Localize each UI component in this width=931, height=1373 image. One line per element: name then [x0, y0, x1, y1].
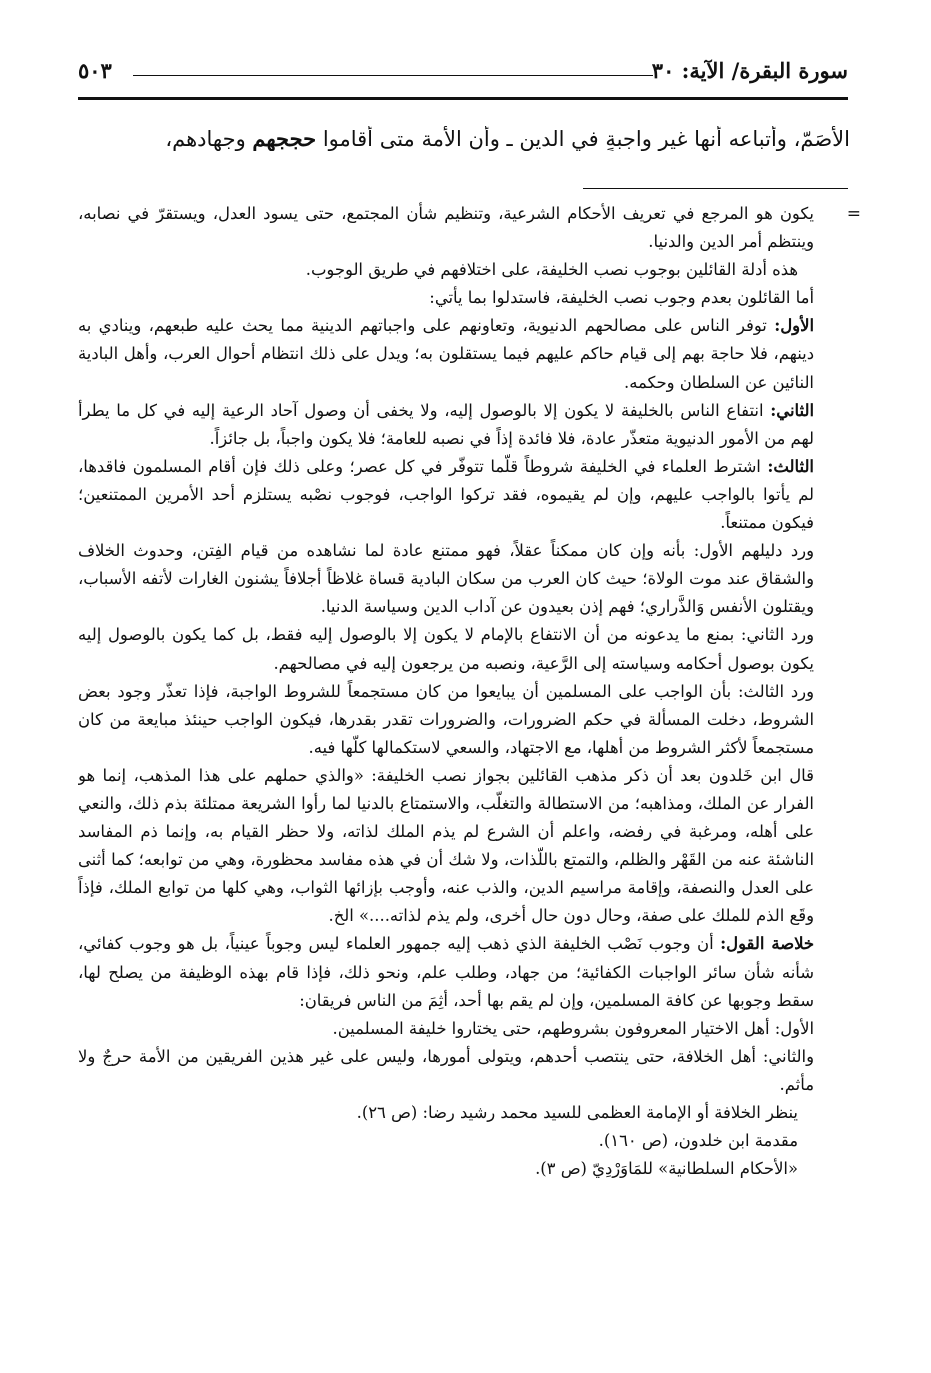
footnote-body [78, 200, 814, 1183]
continuation-mark: = [846, 204, 861, 224]
paragraph-text: انتفاع الناس بالخليفة لا يكون إلا بالوصول إليه، ولا يخفى أن وصول آحاد الرعية إليه في كل ما يطرأ لهم من الأمور الدنيوية متعذّر عادة، فلا فائدة إذاً في نصبه للعامة؛ فلا يكون واجباً، بل جائزاً. [78, 400, 814, 448]
page-number: ٥٠٣ [78, 58, 112, 83]
footnote-paragraph: يكون هو المرجع في تعريف الأحكام الشرعية، وتنظيم شأن المجتمع، حتى يسود العدل، ويستقرّ في نصابه، وينتظم أمر الدين والدنيا. [78, 204, 814, 252]
footnote-separator [583, 188, 848, 189]
main-text-line [70, 126, 850, 151]
footnote-paragraph: قال ابن خَلدون بعد أن ذكر مذهب القائلين بجواز نصب الخليفة: «والذي حملهم على هذا المذهب، إنما هو الفرار عن الملك، ومذاهبه؛ من الاستطالة والتغلّب، والاستمتاع بالدنيا لما رأوا الشريعة ممتلئة بذم ذلك، والنعي على أهله، ومرغبة في رفضه، واعلم أن الشرع لم يذم الملك لذاته، ولا حظر القيام به، وإنما ذم المفاسد الناشئة عنه من القَهْر والظلم، والتمتع باللّذات، ولا شك أن في هذه مفاسد محظورة، وهي من توابعه؛ كما أثنى على العدل والنصفة، وإقامة مراسيم الدين، والذب عنه، وأوجب بإزائها الثواب، وهي كلها من توابع الملك، فإذاً وقَع الذم للملك على صفة، وحال دون حال أخرى، ولم يذم لذاته....» الخ. [78, 765, 814, 926]
footnote-paragraph [78, 453, 814, 537]
main-text-bold-word: حججهم [252, 126, 317, 151]
header-rule [78, 97, 848, 100]
running-header [78, 58, 848, 90]
paragraph-text: اشترط العلماء في الخليفة شروطاً قلّما تتوفّر في كل عصر؛ وعلى ذلك فإن أقام المسلمون فاقدها، لم يأتوا بالواجب عليهم، وإن لم يقيموه، فقد تركوا الواجب، فوجوب نصْبه يستلزم أحد الأمرين الممتنعين؛ فيكون ممتنعاً. [78, 456, 814, 533]
main-text-after: وجهادهم، [165, 127, 253, 151]
footnote-paragraph [78, 930, 814, 1014]
footnote-paragraph: هذه أدلة القائلين بوجوب نصب الخليفة، على اختلافهم في طريق الوجوب. [305, 260, 798, 280]
footnote-paragraph: ورد الثالث: بأن الواجب على المسلمين أن يبايعوا من كان مستجمعاً للشروط الواجبة، فإذا تعذّر وجود بعض الشروط، دخلت المسألة في حكم الضرورات، والضرورات تقدر بقدرها، فيكون الواجب حينئذ مبايعة من كان مستجمعاً لأكثر الشروط من أهلها، مع الاجتهاد، والسعي لاستكمالها كلّها فيه. [78, 681, 814, 757]
paragraph-text: أن وجوب نَصْب الخليفة الذي ذهب إليه جمهور العلماء ليس وجوباً عينياً، بل هو وجوب كفائي، شأنه شأن سائر الواجبات الكفائية؛ من جهاد، وطلب علم، ونحو ذلك، فإذا قام بهذه الوظيفة من يصلح لها، سقط وجوبها عن كافة المسلمين، وإن لم يقم بها أحد، أثِمَ من الناس فريقان: [78, 934, 814, 1010]
footnote-paragraph [78, 397, 814, 453]
reference-line: «الأحكام السلطانية» للمَاوَرْدِيّ (ص ٣). [535, 1159, 798, 1179]
header-dash-line [133, 75, 653, 76]
paragraph-label: الأول: [774, 316, 814, 336]
paragraph-label: خلاصة القول: [720, 934, 814, 954]
footnote-paragraph: الأول: أهل الاختيار المعروفون بشروطهم، حتى يختاروا خليفة المسلمين. [332, 1018, 814, 1038]
footnote-paragraph: ورد الثاني: بمنع ما يدعونه من أن الانتفاع بالإمام لا يكون إلا بالوصول إليه فقط، بل كما يكون بالوصول إليه يكون بوصول أحكامه وسياسته إلى الرَّعية، ونصبه من يرجعون إليه في مصالحهم. [78, 625, 814, 673]
main-text-before: الأَصَمّ، وأتباعه أنها غير واجبةٍ في الدين ـ وأن الأمة متى أقاموا [316, 127, 850, 151]
footnote-paragraph: والثاني: أهل الخلافة، حتى ينتصب أحدهم، ويتولى أمورها، وليس على غير هذين الفريقين من الأمة حرجٌ ولا مأثم. [78, 1046, 814, 1094]
surah-title: سورة البقرة/ الآية: ٣٠ [651, 58, 848, 83]
paragraph-label: الثالث: [767, 456, 814, 476]
paragraph-text: توفر الناس على مصالحهم الدنيوية، وتعاونهم على واجباتهم الدينية مما يحث عليه طبعهم، وينادي به دينهم، فلا حاجة بهم إلى قيام حاكم عليهم فيما يستقلون به؛ ويدل على ذلك انتظام أحوال العرب، وأهل البادية النائين عن السلطان وحكمه. [78, 316, 814, 392]
reference-line: ينظر الخلافة أو الإمامة العظمى للسيد محمد رشيد رضا: (ص ٢٦). [356, 1103, 798, 1122]
footnote-paragraph: أما القائلون بعدم وجوب نصب الخليفة، فاستدلوا بما يأتي: [429, 288, 814, 308]
reference-line: مقدمة ابن خلدون، (ص ١٦٠). [598, 1131, 798, 1151]
footnote-paragraph: ورد دليلهم الأول: بأنه وإن كان ممكناً عقلاً، فهو ممتنع عادة لما نشاهده من قيام الفِتن، وحدوث الخلاف والشقاق عند موت الولاة؛ حيث كان العرب من سكان البادية قساة غلاظاً أجلافاً يشنون الغارات لأتفه الأسباب، ويقتلون الأنفس وَالذَّراري؛ فهم إذن بعيدون عن آداب الدين وسياسة الدنيا. [78, 541, 814, 617]
paragraph-label: الثاني: [770, 400, 814, 420]
footnote-paragraph [78, 312, 814, 396]
